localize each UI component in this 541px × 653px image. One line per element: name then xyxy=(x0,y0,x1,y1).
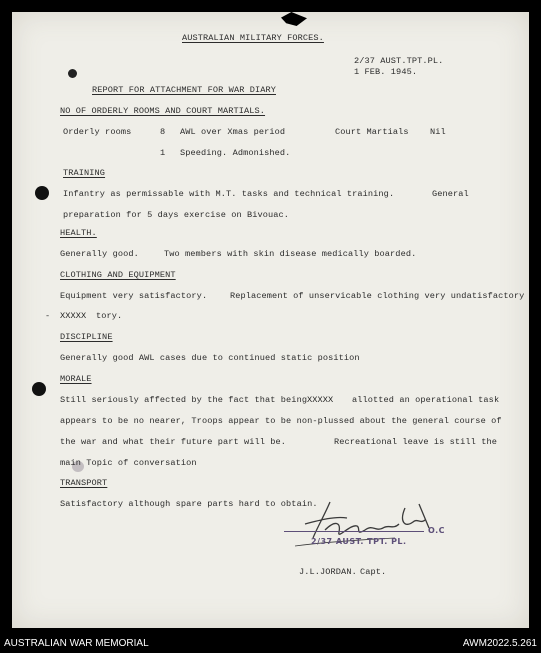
signatory-name: J.L.JORDAN. xyxy=(299,567,357,577)
discipline-line1: Generally good AWL cases due to continued static position xyxy=(60,353,360,363)
training-line1: Infantry as permissable with M.T. tasks and technical training. xyxy=(63,189,395,199)
unit-stamp: 2/37 AUST. TPT. PL. xyxy=(311,537,407,546)
health-line1b: Two members with skin disease medically boarded. xyxy=(164,249,417,259)
stamp-oc: O.C xyxy=(428,526,446,535)
clothing-struck-word: XXXXX xyxy=(60,311,87,321)
morale-line1b: allotted an operational task xyxy=(352,395,500,405)
morale-heading: MORALE xyxy=(60,374,92,384)
document-page xyxy=(12,12,529,628)
clothing-line1b: Replacement of unservicable clothing very undatisfactory xyxy=(230,291,525,301)
document-title: AUSTRALIAN MILITARY FORCES. xyxy=(182,33,324,43)
margin-dash: - xyxy=(45,311,51,321)
signatory-rank: Capt. xyxy=(360,567,387,577)
clothing-line1a: Equipment very satisfactory. xyxy=(60,291,208,301)
report-subtitle: NO OF ORDERLY ROOMS AND COURT MARTIALS. xyxy=(60,106,266,116)
health-line1a: Generally good. xyxy=(60,249,139,259)
morale-line3b: Recreational leave is still the xyxy=(334,437,497,447)
report-title: REPORT FOR ATTACHMENT FOR WAR DIARY xyxy=(92,85,276,95)
morale-struck-word: XXXXX xyxy=(307,395,334,405)
clothing-heading: CLOTHING AND EQUIPMENT xyxy=(60,270,176,280)
footer-accession-number: AWM2022.5.261 xyxy=(462,638,537,649)
orderly-row2-text: Speeding. Admonished. xyxy=(180,148,291,158)
training-line2: preparation for 5 days exercise on Bivouac. xyxy=(63,210,290,220)
morale-line3a: the war and what their future part will be. xyxy=(60,437,287,447)
court-martials-value: Nil xyxy=(430,127,446,137)
ink-blot xyxy=(68,69,77,78)
discipline-heading: DISCIPLINE xyxy=(60,332,113,342)
training-heading: TRAINING xyxy=(63,168,106,178)
transport-line1: Satisfactory although spare parts hard to obtain. xyxy=(60,499,318,509)
punch-hole-top xyxy=(35,186,49,200)
morale-line1a: Still seriously affected by the fact that being xyxy=(60,395,308,405)
orderly-row1-text: AWL over Xmas period xyxy=(180,127,286,137)
transport-heading: TRANSPORT xyxy=(60,478,108,488)
health-heading: HEALTH. xyxy=(60,228,97,238)
court-martials-label: Court Martials xyxy=(335,127,409,137)
punch-hole-bottom xyxy=(32,382,46,396)
stamp-rule xyxy=(284,531,424,532)
footer-institution: AUSTRALIAN WAR MEMORIAL xyxy=(4,638,149,649)
orderly-row1-count: 8 xyxy=(160,127,166,137)
morale-line2: appears to be no nearer, Troops appear to be non-plussed about the general course of xyxy=(60,416,502,426)
report-date: 1 FEB. 1945. xyxy=(354,67,418,77)
training-line1b: General xyxy=(432,189,469,199)
clothing-line2: tory. xyxy=(96,311,123,321)
orderly-row2-count: 1 xyxy=(160,148,166,158)
orderly-rooms-label: Orderly rooms xyxy=(63,127,132,137)
unit-designation: 2/37 AUST.TPT.PL. xyxy=(354,56,444,66)
morale-line4: main Topic of conversation xyxy=(60,458,197,468)
